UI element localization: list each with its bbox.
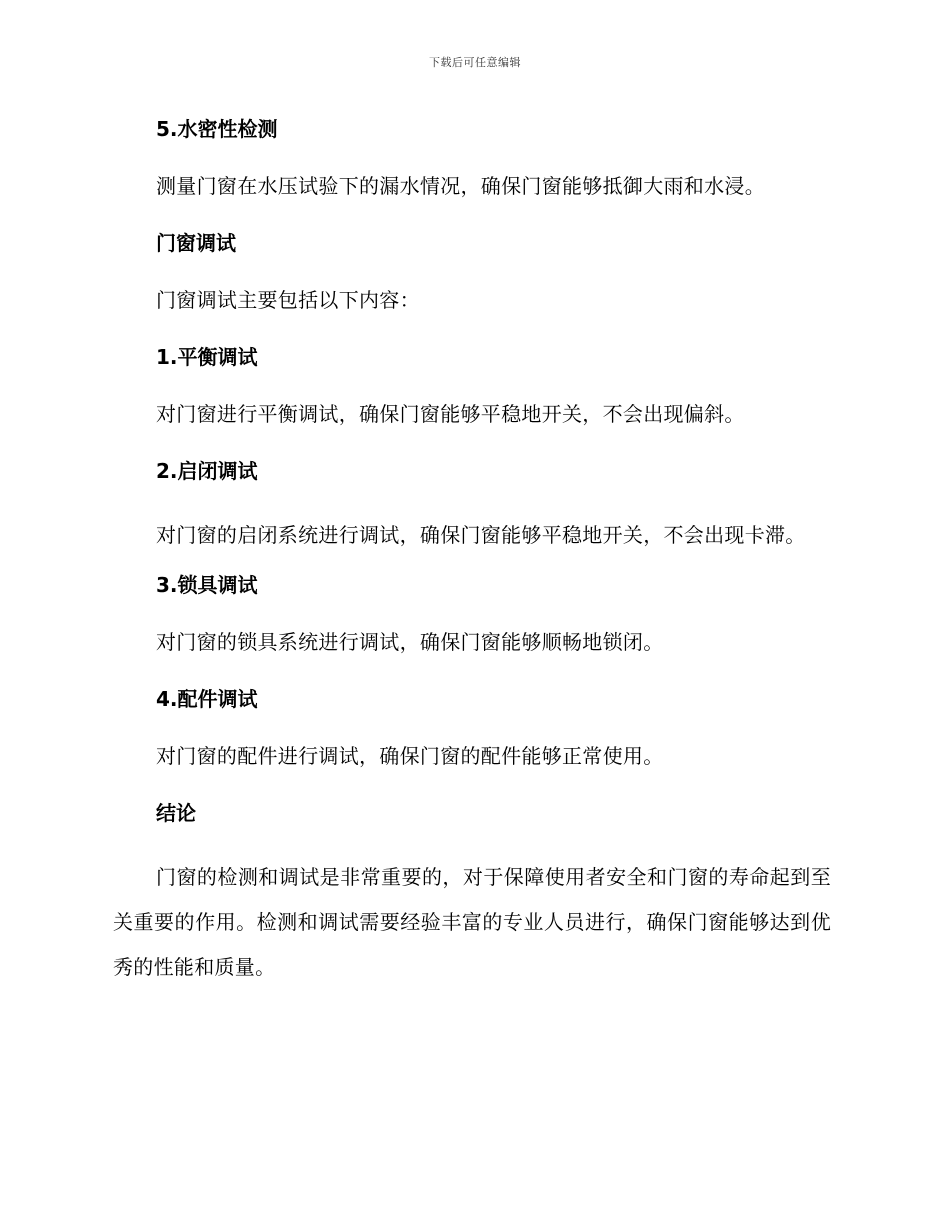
- heading-lock-adjustment: 3.锁具调试: [156, 573, 258, 597]
- heading-window-adjustment: 门窗调试: [156, 231, 236, 255]
- header-note: 下载后可任意编辑: [429, 56, 521, 69]
- paragraph-water-tightness: 测量门窗在水压试验下的漏水情况，确保门窗能够抵御大雨和水浸。: [156, 174, 765, 198]
- paragraph-conclusion: 门窗的检测和调试是非常重要的，对于保障使用者安全和门窗的寿命起到至关重要的作用。检测和调试需要经验丰富的专业人员进行，确保门窗能够达到优秀的性能和质量。: [113, 865, 831, 979]
- heading-water-tightness: 5.水密性检测: [156, 117, 278, 141]
- heading-conclusion: 结论: [156, 801, 196, 825]
- paragraph-balance-adjustment: 对门窗进行平衡调试，确保门窗能够平稳地开关，不会出现偏斜。: [156, 402, 745, 426]
- heading-fittings-adjustment: 4.配件调试: [156, 687, 258, 711]
- paragraph-fittings-adjustment: 对门窗的配件进行调试，确保门窗的配件能够正常使用。: [156, 744, 664, 768]
- paragraph-open-close-adjustment: 对门窗的启闭系统进行调试，确保门窗能够平稳地开关，不会出现卡滞。: [156, 523, 806, 547]
- paragraph-adjustment-intro: 门窗调试主要包括以下内容：: [156, 288, 420, 312]
- heading-balance-adjustment: 1.平衡调试: [156, 345, 258, 369]
- paragraph-lock-adjustment: 对门窗的锁具系统进行调试，确保门窗能够顺畅地锁闭。: [156, 630, 664, 654]
- heading-open-close-adjustment: 2.启闭调试: [156, 459, 258, 483]
- document-body: [113, 114, 831, 1002]
